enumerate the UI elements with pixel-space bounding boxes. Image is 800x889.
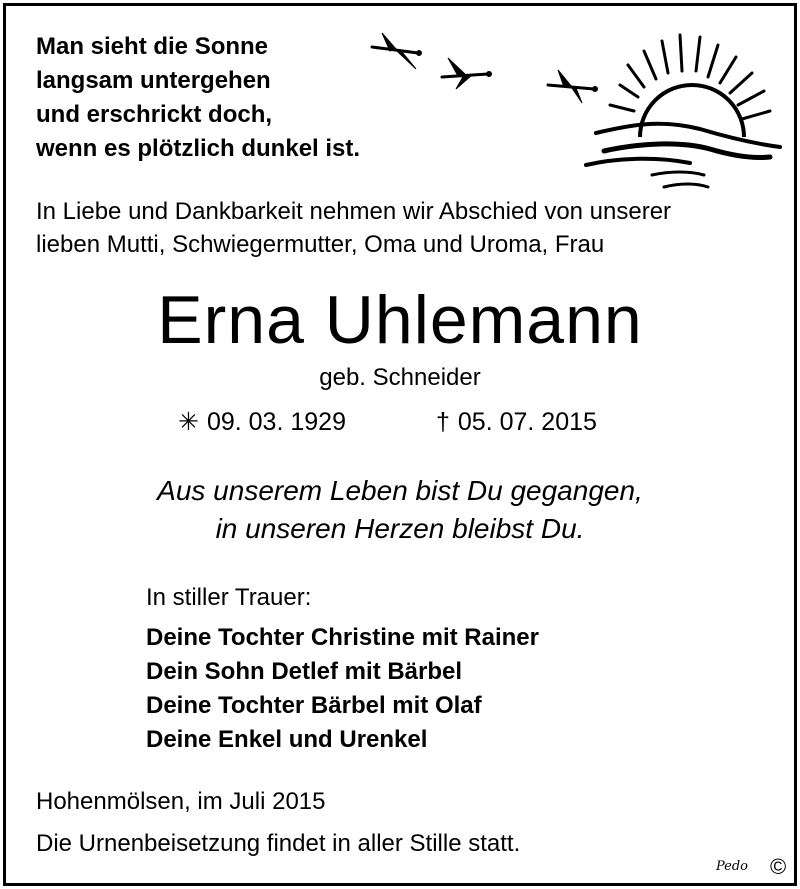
poem-line: Man sieht die Sonne <box>36 33 269 60</box>
place-date: Hohenmölsen, im Juli 2015 <box>36 788 326 815</box>
list-item: Dein Sohn Detlef mit Bärbel <box>146 658 463 685</box>
intro-line: In Liebe und Dankbarkeit nehmen wir Abschied von unserer <box>36 198 672 225</box>
birth-date: 09. 03. 1929 <box>206 408 346 436</box>
crane-icon <box>372 33 422 69</box>
sunset-with-cranes-icon <box>360 25 790 195</box>
maiden-name: geb. Schneider <box>319 364 481 391</box>
memorial-verse <box>0 472 800 548</box>
burial-note: Die Urnenbeisetzung findet in aller Stille statt. <box>36 830 521 857</box>
intro-text <box>36 195 671 261</box>
verse-line: Aus unserem Leben bist Du gegangen, <box>157 475 643 506</box>
birth-star-icon: ✳ <box>178 408 199 436</box>
list-item: Deine Enkel und Urenkel <box>146 726 428 753</box>
death-cross-icon: † <box>436 408 450 436</box>
deceased-name: Erna Uhlemann <box>157 282 643 358</box>
mourners-label: In stiller Trauer: <box>146 584 312 611</box>
crane-icon <box>442 58 492 89</box>
poem-line: langsam untergehen <box>36 67 271 94</box>
mourners-list <box>146 621 539 757</box>
death-date-group <box>436 405 597 439</box>
copyright-icon: © <box>770 854 787 879</box>
sun-rays <box>610 35 770 119</box>
intro-line: lieben Mutti, Schwiegermutter, Oma und Uroma, Frau <box>36 231 605 258</box>
poem-line: wenn es plötzlich dunkel ist. <box>36 135 361 162</box>
verse-line: in unseren Herzen bleibst Du. <box>215 513 585 544</box>
death-date: 05. 07. 2015 <box>457 408 597 436</box>
poem-line: und erschrickt doch, <box>36 101 273 128</box>
crane-icon <box>548 70 598 103</box>
poem <box>36 30 360 166</box>
designer-signature: Pedo <box>716 859 749 874</box>
list-item: Deine Tochter Bärbel mit Olaf <box>146 692 482 719</box>
list-item: Deine Tochter Christine mit Rainer <box>146 624 539 651</box>
hills <box>586 124 780 187</box>
birth-date-group <box>178 405 346 439</box>
